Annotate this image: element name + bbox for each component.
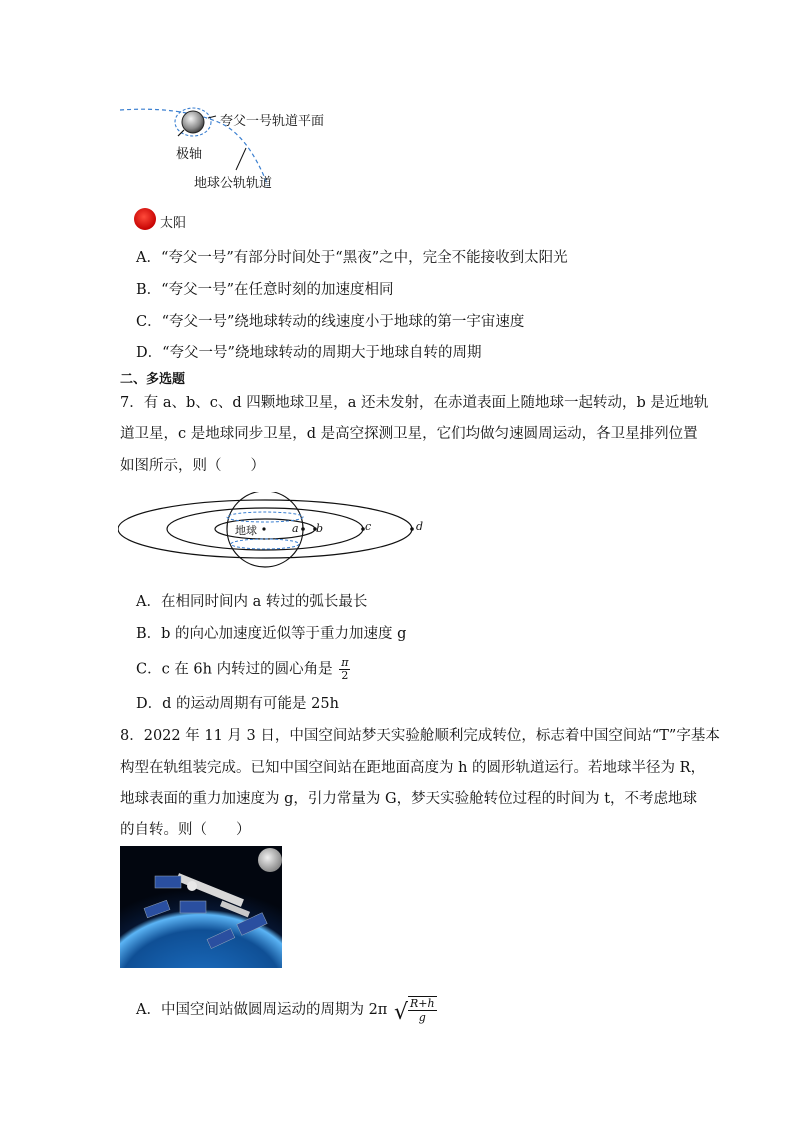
label-sun: 太阳 [160,216,187,231]
label-earth-orbit: 地球公轨轨道 [194,176,273,191]
label-earth: 地球 [235,524,257,537]
plane-pointer [208,116,216,118]
q6-option-a: A．“夸父一号”有部分时间处于“黑夜”之中，完全不能接收到太阳光 [136,250,568,266]
sqrt-expression: √ $\frac{R+h}{g}$ [393,997,435,1025]
section-heading: 二、多选题 [120,372,186,387]
q8-stem-line-3: 地球表面的重力加速度为 g，引力常量为 G，梦天实验舱转位过程的时间为 t，不考虑地球 [120,791,698,807]
orbit-pointer [236,148,246,170]
label-b: b [316,522,324,535]
label-c: c [365,520,372,533]
q7-option-c [136,657,350,682]
q7-option-b: B．b 的向心加速度近似等于重力加速度 g [136,626,407,642]
q8-stem-line-1: 8．2022 年 11 月 3 日，中国空间站梦天实验舱顺利完成转位，标志着中国空间站“T”字基本 [120,728,720,744]
q7-option-d: D．d 的运动周期有可能是 25h [136,696,339,712]
satellite-orbits-figure [118,492,438,590]
satellite-a [301,527,305,531]
q7-stem-line-1: 7．有 a、b、c、d 四颗地球卫星，a 还未发射，在赤道表面上随地球一起转动，b 是近地轨 [120,395,709,411]
sun-icon [133,207,157,231]
earth-equator-top [227,512,303,522]
satellite-d [410,527,414,531]
label-kuafu-plane: 夸父一号轨道平面 [220,114,325,129]
moon-icon [258,848,282,872]
earth-equator-bottom [231,539,299,549]
q7-option-c-text: C．c 在 6h 内转过的圆心角是 [136,661,333,678]
q8-stem-line-2: 构型在轨组装完成。已知中国空间站在距地面高度为 h 的圆形轨道运行。若地球半径为 R， [120,760,706,776]
earth-sphere [182,111,204,133]
q6-option-b: B．“夸父一号”在任意时刻的加速度相同 [136,282,394,298]
q7-stem-line-3: 如图所示，则（ ） [120,458,265,474]
q7-stem-line-2: 道卫星，c 是地球同步卫星，d 是高空探测卫星，它们均做匀速圆周运动，各卫星排列位置 [120,426,698,442]
fraction-pi-over-2: $\frac{\pi}{2}$ [341,656,349,682]
q6-option-c: C．“夸父一号”绕地球转动的线速度小于地球的第一宇宙速度 [136,314,525,330]
label-d: d [416,520,424,533]
q8-stem-line-4: 的自转。则（ ） [120,822,251,838]
earth-center-dot [262,527,265,530]
label-a: a [292,522,299,535]
space-station-photo [120,846,282,968]
q7-option-a: A．在相同时间内 a 转过的弧长最长 [136,594,368,610]
q8-option-a-text: A．中国空间站做圆周运动的周期为 2π [136,1002,388,1018]
q8-option-a [136,996,437,1024]
q6-option-d: D．“夸父一号”绕地球转动的周期大于地球自转的周期 [136,345,482,361]
label-polar-axis: 极轴 [176,147,203,162]
